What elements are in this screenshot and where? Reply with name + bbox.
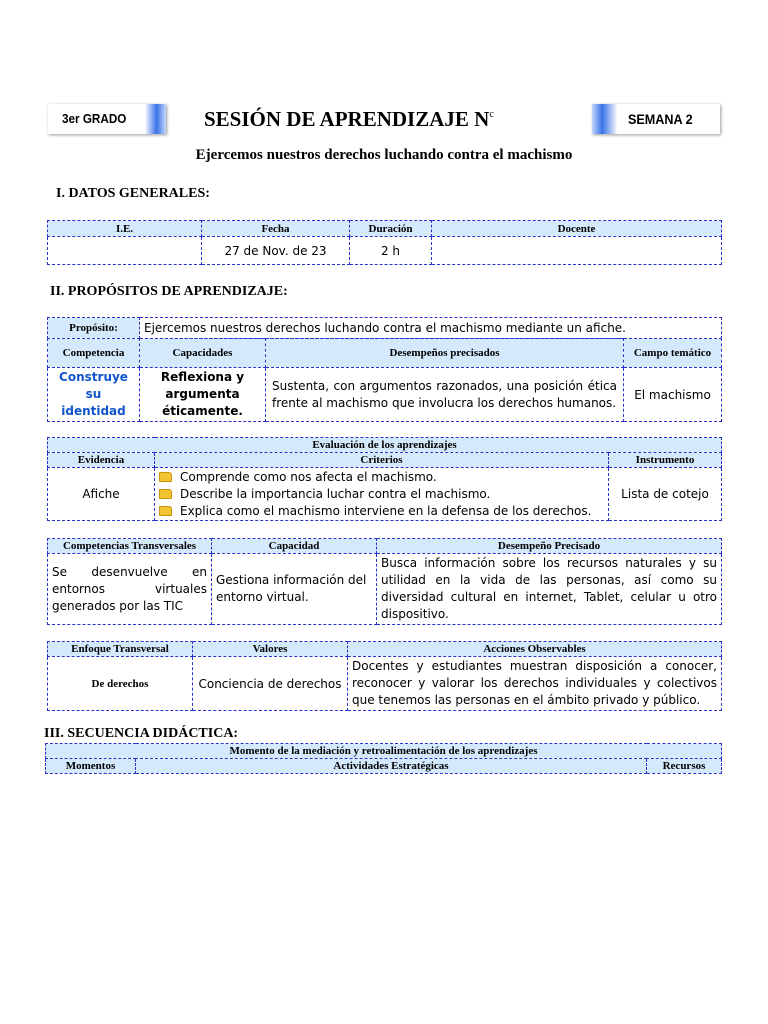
instrumento-value: Lista de cotejo (609, 468, 722, 521)
desempeno-value: Sustenta, con argumentos razonados, una posición ética frente al machismo que involucra los derechos humanos. (266, 368, 624, 422)
evidencia-value: Afiche (48, 468, 155, 521)
header-docente: Docente (432, 221, 722, 237)
criterio-item (157, 503, 606, 520)
competencia-table (47, 338, 722, 422)
folder-icon (159, 472, 172, 482)
title-superscript: c (489, 109, 494, 120)
proposito-table (47, 317, 722, 339)
header-evidencia: Evidencia (48, 453, 155, 468)
header-momentos: Momentos (46, 759, 136, 774)
transversales-table (47, 538, 722, 625)
grade-label: 3er GRADO (62, 111, 127, 126)
header-acciones: Acciones Observables (348, 642, 722, 657)
fecha-value: 27 de Nov. de 23 (202, 237, 350, 265)
valores-value: Conciencia de derechos (193, 657, 348, 711)
header-competencia: Competencia (48, 339, 140, 368)
evaluacion-table (47, 437, 722, 521)
folder-icon (159, 489, 172, 499)
header-duracion: Duración (350, 221, 432, 237)
header-enfoque: Enfoque Transversal (48, 642, 193, 657)
transversal-competencia-value: Se desenvuelve en entornos virtuales generados por las TIC (48, 554, 212, 625)
folder-icon (159, 506, 172, 516)
header-actividades: Actividades Estratégicas (136, 759, 647, 774)
criterio-text: Describe la importancia luchar contra el machismo. (180, 487, 491, 501)
title-text: SESIÓN DE APRENDIZAJE N (204, 107, 490, 131)
header-instrumento: Instrumento (609, 453, 722, 468)
header-criterios: Criterios (155, 453, 609, 468)
week-label: SEMANA 2 (628, 111, 693, 127)
ie-value (48, 237, 202, 265)
header-capacidad: Capacidad (212, 539, 377, 554)
grade-box (48, 104, 166, 134)
docente-value (432, 237, 722, 265)
capacidades-value: Reflexiona y argumenta éticamente. (140, 368, 266, 422)
week-box (592, 104, 720, 134)
transversal-desempeno-value: Busca información sobre los recursos naturales y su utilidad en la vida de las personas, así como su diversidad cultural en internet, Tablet, celular u otro dispositivo. (377, 554, 722, 625)
header-capacidades: Capacidades (140, 339, 266, 368)
header-fecha: Fecha (202, 221, 350, 237)
criterio-text: Comprende como nos afecta el machismo. (180, 470, 437, 484)
datos-table (47, 220, 722, 265)
section-propositos-heading: II. PROPÓSITOS DE APRENDIZAJE: (50, 284, 288, 299)
criterio-text: Explica como el machismo interviene en la defensa de los derechos. (180, 504, 592, 518)
proposito-text: Ejercemos nuestros derechos luchando contra el machismo mediante un afiche. (140, 318, 722, 339)
transversal-capacidad-value: Gestiona información del entorno virtual. (212, 554, 377, 625)
section-datos-heading: I. DATOS GENERALES: (56, 186, 210, 201)
campo-value: El machismo (624, 368, 722, 422)
header-ie: I.E. (48, 221, 202, 237)
criterio-item (157, 469, 606, 486)
secuencia-table (45, 743, 722, 774)
proposito-label: Propósito: (48, 318, 140, 339)
header-recursos: Recursos (647, 759, 722, 774)
section-secuencia-heading: III. SECUENCIA DIDÁCTICA: (44, 726, 239, 741)
session-subtitle: Ejercemos nuestros derechos luchando contra el machismo (195, 147, 573, 163)
header-valores: Valores (193, 642, 348, 657)
header-competencias-transversales: Competencias Transversales (48, 539, 212, 554)
header-desempenos: Desempeños precisados (266, 339, 624, 368)
enfoque-value: De derechos (48, 657, 193, 711)
criterios-list (155, 468, 609, 521)
header-campo: Campo temático (624, 339, 722, 368)
competencia-value: Construye su identidad (48, 368, 140, 422)
criterio-item (157, 486, 606, 503)
enfoque-table (47, 641, 722, 711)
header-desempeno-precisado: Desempeño Precisado (377, 539, 722, 554)
page-title (204, 107, 494, 132)
secuencia-title: Momento de la mediación y retroalimentación de los aprendizajes (46, 744, 722, 759)
evaluacion-title: Evaluación de los aprendizajes (48, 438, 722, 453)
duracion-value: 2 h (350, 237, 432, 265)
acciones-value: Docentes y estudiantes muestran disposición a conocer, reconocer y valorar los derechos individuales y colectivos que tenemos las personas en el ámbito privado y público. (348, 657, 722, 711)
